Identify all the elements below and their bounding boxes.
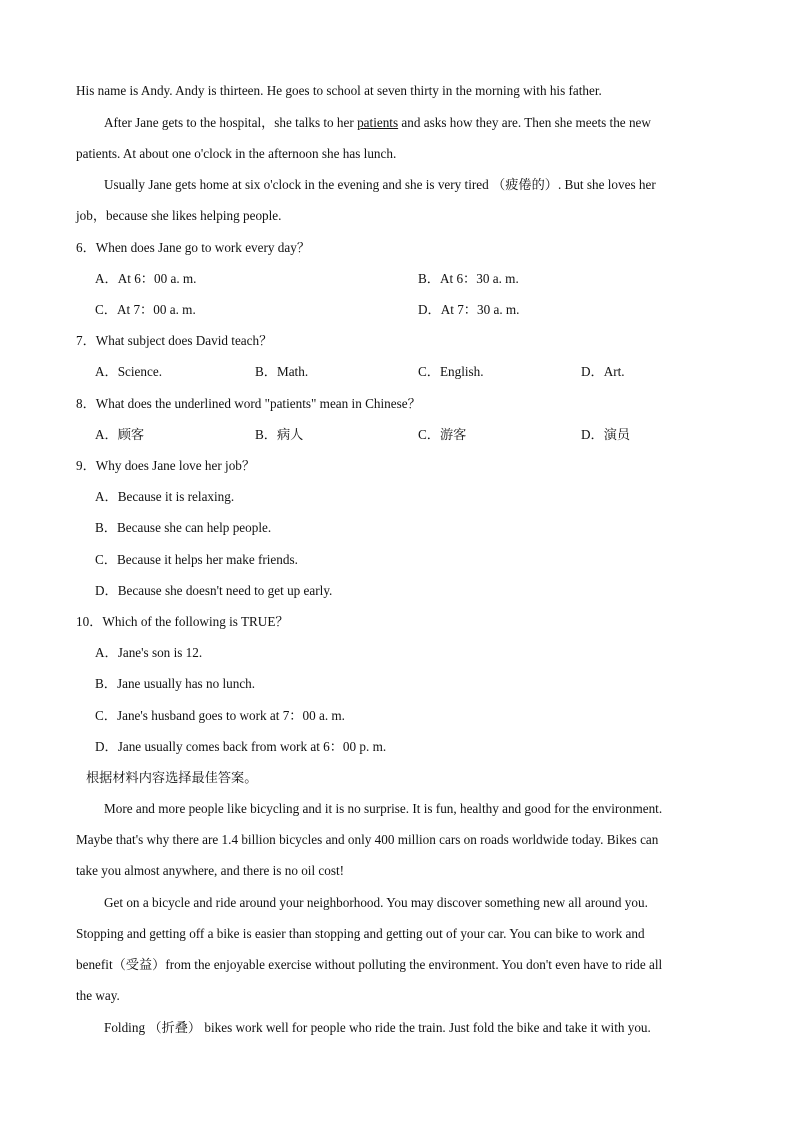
passage-line: His name is Andy. Andy is thirteen. He goes to school at seven thirty in the morning with his father.: [76, 83, 602, 98]
option-c: C．English.: [418, 364, 484, 379]
option-d: D．Jane usually comes back from work at 6：00 p. m.: [95, 739, 387, 754]
option-c: C．游客: [418, 427, 467, 442]
question-stem: 7．What subject does David teach？: [76, 333, 273, 348]
passage-line: job，because she likes helping people.: [76, 208, 282, 223]
option-b: B．Jane usually has no lunch.: [95, 676, 256, 691]
question-stem: 6．When does Jane go to work every day？: [76, 240, 311, 255]
option-b: B．Math.: [255, 364, 309, 379]
passage-line: Folding （折叠） bikes work well for people who ride the train. Just fold the bike and take it with you.: [104, 1020, 651, 1035]
passage-line: More and more people like bicycling and it is no surprise. It is fun, healthy and good for the environment.: [104, 801, 663, 816]
option-c: C．Because it helps her make friends.: [95, 552, 298, 567]
section-heading: 根据材料内容选择最佳答案。: [86, 770, 258, 785]
underlined-word: patients: [357, 115, 399, 130]
passage-line: After Jane gets to the hospital，she talks to her patients and asks how they are. Then she meets the new: [104, 115, 651, 130]
option-a: A．At 6：00 a. m.: [95, 271, 197, 286]
option-b: B．病人: [255, 427, 304, 442]
option-b: B．Because she can help people.: [95, 520, 272, 535]
passage-line: Usually Jane gets home at six o'clock in the evening and she is very tired （疲倦的）. But she loves her: [104, 177, 656, 192]
option-c: C．Jane's husband goes to work at 7：00 a. m.: [95, 708, 345, 723]
option-a: A．Because it is relaxing.: [95, 489, 235, 504]
option-d: D．Art.: [581, 364, 625, 379]
option-a: A．顾客: [95, 427, 145, 442]
option-d: D．At 7：30 a. m.: [418, 302, 520, 317]
option-a: A．Jane's son is 12.: [95, 645, 203, 660]
passage-line: Stopping and getting off a bike is easier than stopping and getting out of your car. You can bike to work and: [76, 926, 645, 941]
passage-line: Maybe that's why there are 1.4 billion bicycles and only 400 million cars on roads worldwide today. Bikes can: [76, 832, 659, 847]
passage-line: the way.: [76, 988, 120, 1003]
option-d: D．Because she doesn't need to get up early.: [95, 583, 333, 598]
passage-line: Get on a bicycle and ride around your neighborhood. You may discover something new all around you.: [104, 895, 648, 910]
option-b: B．At 6：30 a. m.: [418, 271, 519, 286]
question-stem: 10．Which of the following is TRUE？: [76, 614, 289, 629]
option-a: A．Science.: [95, 364, 163, 379]
option-d: D．演员: [581, 427, 631, 442]
option-c: C．At 7：00 a. m.: [95, 302, 196, 317]
passage-line: benefit（受益）from the enjoyable exercise without polluting the environment. You don't even have to ride all: [76, 957, 663, 972]
question-stem: 9．Why does Jane love her job？: [76, 458, 256, 473]
passage-line: take you almost anywhere, and there is no oil cost!: [76, 863, 345, 878]
passage-line: patients. At about one o'clock in the afternoon she has lunch.: [76, 146, 397, 161]
question-stem: 8．What does the underlined word "patients" mean in Chinese？: [76, 396, 421, 411]
